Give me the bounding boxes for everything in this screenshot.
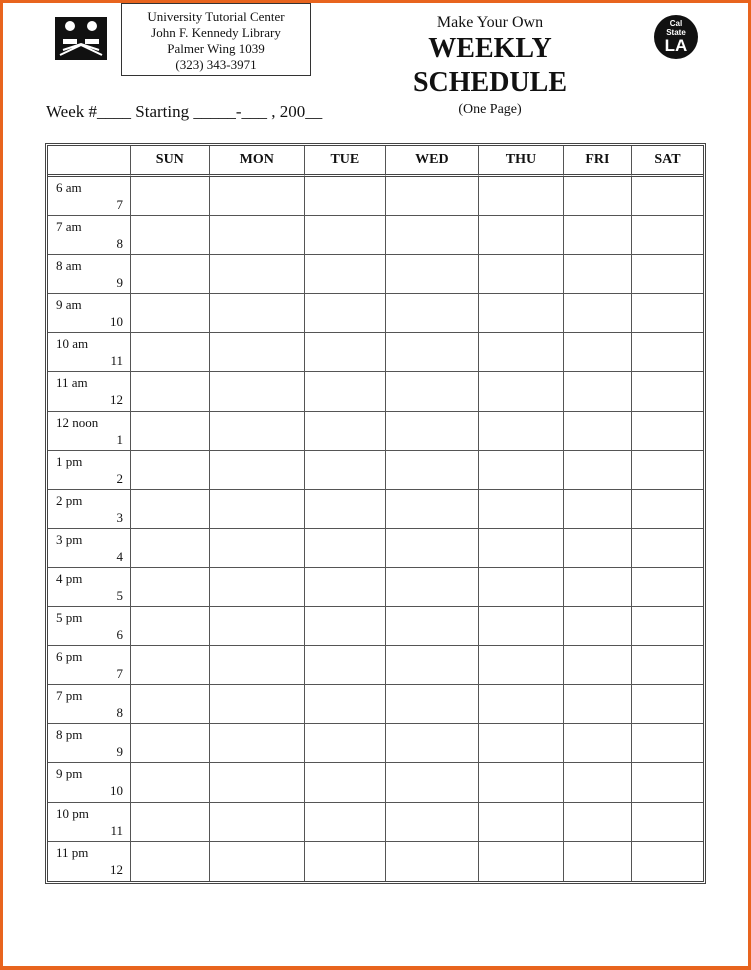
schedule-cell[interactable] — [632, 177, 703, 216]
time-cell — [48, 803, 131, 842]
schedule-cell[interactable] — [131, 216, 210, 255]
schedule-cell[interactable] — [131, 607, 210, 646]
week-line: Week #____ Starting _____-___ , 200__ — [46, 102, 323, 121]
start-time: 3 pm — [56, 531, 83, 547]
schedule-cell[interactable] — [305, 372, 386, 411]
schedule-cell[interactable] — [632, 490, 703, 529]
schedule-cell[interactable] — [131, 568, 210, 607]
schedule-cell[interactable] — [632, 568, 703, 607]
time-cell — [48, 451, 131, 490]
time-cell — [48, 607, 131, 646]
time-row — [48, 451, 703, 490]
schedule-cell[interactable] — [305, 685, 386, 724]
schedule-cell[interactable] — [210, 372, 305, 411]
schedule-cell[interactable] — [479, 763, 564, 802]
schedule-cell[interactable] — [386, 763, 479, 802]
schedule-cell[interactable] — [305, 803, 386, 842]
schedule-cell[interactable] — [210, 568, 305, 607]
schedule-cell[interactable] — [564, 803, 632, 842]
time-cell — [48, 842, 131, 881]
start-time: 10 pm — [56, 805, 89, 821]
time-row — [48, 177, 703, 216]
start-time: 5 pm — [56, 610, 83, 626]
end-time: 11 — [110, 353, 123, 369]
start-time: 11 am — [56, 375, 88, 391]
start-time: 6 pm — [56, 649, 83, 665]
start-time: 4 pm — [56, 570, 83, 586]
subtitle: (One Page) — [458, 102, 522, 117]
schedule-cell[interactable] — [210, 646, 305, 685]
end-time: 7 — [116, 197, 123, 212]
schedule-cell[interactable] — [564, 607, 632, 646]
schedule-cell[interactable] — [479, 177, 564, 216]
time-cell — [48, 763, 131, 802]
time-cell — [48, 490, 131, 529]
time-row — [48, 294, 703, 333]
schedule-cell[interactable] — [386, 177, 479, 216]
start-time: 7 am — [56, 219, 82, 235]
time-cell — [48, 216, 131, 255]
schedule-cell[interactable] — [305, 763, 386, 802]
schedule-cell[interactable] — [564, 646, 632, 685]
schedule-cell[interactable] — [386, 529, 479, 568]
day-header: THU — [479, 146, 564, 177]
end-time: 7 — [116, 666, 123, 682]
time-cell — [48, 255, 131, 294]
end-time: 3 — [116, 509, 123, 525]
schedule-cell[interactable] — [564, 294, 632, 333]
schedule-cell[interactable] — [479, 490, 564, 529]
schedule-cell[interactable] — [386, 294, 479, 333]
time-row — [48, 216, 703, 255]
schedule-cell[interactable] — [479, 451, 564, 490]
end-time: 9 — [116, 275, 123, 291]
day-header: FRI — [564, 146, 632, 177]
title-line: SCHEDULE — [412, 67, 568, 98]
schedule-cell[interactable] — [131, 842, 210, 881]
start-time: 8 am — [56, 258, 82, 274]
schedule-cell[interactable] — [632, 216, 703, 255]
title-line: Make Your Own — [436, 14, 544, 31]
time-row — [48, 842, 703, 881]
schedule-cell[interactable] — [305, 490, 386, 529]
schedule-cell[interactable] — [632, 255, 703, 294]
schedule-cell[interactable] — [210, 724, 305, 763]
start-time: 11 pm — [56, 844, 89, 860]
address-line: John F. Kennedy Library — [151, 25, 281, 40]
day-header: MON — [210, 146, 305, 177]
schedule-cell[interactable] — [210, 177, 305, 216]
schedule-cell[interactable] — [479, 372, 564, 411]
schedule-cell[interactable] — [386, 842, 479, 881]
time-row — [48, 646, 703, 685]
time-row — [48, 255, 703, 294]
schedule-cell[interactable] — [305, 724, 386, 763]
end-time: 8 — [116, 705, 123, 721]
address-box — [121, 3, 311, 76]
schedule-cell[interactable] — [305, 255, 386, 294]
schedule-cell[interactable] — [131, 724, 210, 763]
schedule-cell[interactable] — [131, 255, 210, 294]
schedule-cell[interactable] — [131, 294, 210, 333]
schedule-cell[interactable] — [386, 412, 479, 451]
schedule-cell[interactable] — [564, 529, 632, 568]
schedule-cell[interactable] — [564, 333, 632, 372]
corner-cell — [48, 146, 131, 177]
time-cell — [48, 372, 131, 411]
schedule-cell[interactable] — [210, 490, 305, 529]
schedule-cell[interactable] — [632, 607, 703, 646]
schedule-cell[interactable] — [305, 333, 386, 372]
schedule-cell[interactable] — [564, 568, 632, 607]
time-row — [48, 333, 703, 372]
time-cell — [48, 646, 131, 685]
schedule-cell[interactable] — [564, 372, 632, 411]
schedule-cell[interactable] — [564, 724, 632, 763]
schedule-cell[interactable] — [564, 763, 632, 802]
schedule-cell[interactable] — [386, 685, 479, 724]
time-row — [48, 803, 703, 842]
schedule-cell[interactable] — [632, 685, 703, 724]
time-cell — [48, 685, 131, 724]
schedule-cell[interactable] — [131, 333, 210, 372]
schedule-cell[interactable] — [210, 685, 305, 724]
schedule-cell[interactable] — [632, 372, 703, 411]
schedule-cell[interactable] — [305, 294, 386, 333]
address-line: University Tutorial Center — [147, 9, 285, 24]
time-cell — [48, 294, 131, 333]
end-time: 12 — [110, 861, 123, 877]
end-time: 5 — [116, 587, 123, 603]
day-header: TUE — [305, 146, 386, 177]
end-time: 4 — [116, 548, 123, 564]
schedule-cell[interactable] — [386, 255, 479, 294]
schedule-cell[interactable] — [479, 685, 564, 724]
schedule-cell[interactable] — [386, 568, 479, 607]
end-time: 1 — [116, 431, 123, 447]
schedule-cell[interactable] — [632, 333, 703, 372]
time-cell — [48, 333, 131, 372]
schedule-cell[interactable] — [210, 255, 305, 294]
schedule-cell[interactable] — [632, 451, 703, 490]
schedule-cell[interactable] — [386, 646, 479, 685]
schedule-cell[interactable] — [210, 412, 305, 451]
schedule-cell[interactable] — [386, 216, 479, 255]
schedule-cell[interactable] — [386, 333, 479, 372]
schedule-cell[interactable] — [131, 451, 210, 490]
schedule-cell[interactable] — [210, 842, 305, 881]
schedule-cell[interactable] — [305, 412, 386, 451]
day-header: SAT — [632, 146, 703, 177]
time-cell — [48, 529, 131, 568]
end-time: 11 — [110, 822, 123, 838]
time-cell — [48, 568, 131, 607]
schedule-cell[interactable] — [131, 763, 210, 802]
schedule-cell[interactable] — [210, 216, 305, 255]
page-title — [400, 14, 580, 118]
schedule-cell[interactable] — [479, 607, 564, 646]
schedule-cell[interactable] — [564, 685, 632, 724]
tutorial-center-logo — [55, 17, 107, 60]
schedule-cell[interactable] — [131, 490, 210, 529]
schedule-cell[interactable] — [479, 216, 564, 255]
time-row — [48, 568, 703, 607]
schedule-cell[interactable] — [479, 842, 564, 881]
schedule-cell[interactable] — [632, 646, 703, 685]
schedule-cell[interactable] — [479, 333, 564, 372]
schedule-cell[interactable] — [305, 646, 386, 685]
schedule-cell[interactable] — [131, 685, 210, 724]
schedule-cell[interactable] — [564, 842, 632, 881]
time-row — [48, 685, 703, 724]
start-time: 9 pm — [56, 766, 83, 782]
schedule-cell[interactable] — [305, 568, 386, 607]
start-time: 6 am — [56, 180, 82, 195]
schedule-cell[interactable] — [210, 333, 305, 372]
time-row — [48, 724, 703, 763]
time-row — [48, 529, 703, 568]
schedule-cell[interactable] — [479, 803, 564, 842]
schedule-cell[interactable] — [210, 294, 305, 333]
schedule-cell[interactable] — [632, 412, 703, 451]
schedule-cell[interactable] — [479, 294, 564, 333]
schedule-cell[interactable] — [305, 216, 386, 255]
time-row — [48, 372, 703, 411]
end-time: 2 — [116, 470, 123, 486]
schedule-cell[interactable] — [386, 372, 479, 411]
schedule-cell[interactable] — [131, 646, 210, 685]
schedule-cell[interactable] — [632, 724, 703, 763]
schedule-cell[interactable] — [479, 255, 564, 294]
schedule-cell[interactable] — [564, 451, 632, 490]
schedule-table — [45, 143, 706, 884]
time-row — [48, 412, 703, 451]
schedule-cell[interactable] — [386, 607, 479, 646]
schedule-cell[interactable] — [131, 529, 210, 568]
start-time: 9 am — [56, 297, 82, 313]
schedule-cell[interactable] — [131, 803, 210, 842]
schedule-cell[interactable] — [386, 451, 479, 490]
cal-state-la-logo: Cal State LA — [654, 15, 698, 59]
schedule-cell[interactable] — [479, 724, 564, 763]
start-time: 10 am — [56, 336, 89, 352]
end-time: 12 — [110, 392, 123, 408]
end-time: 10 — [110, 314, 123, 330]
schedule-cell[interactable] — [210, 451, 305, 490]
schedule-cell[interactable] — [210, 529, 305, 568]
time-row — [48, 607, 703, 646]
schedule-cell[interactable] — [210, 607, 305, 646]
schedule-cell[interactable] — [210, 803, 305, 842]
address-line: Palmer Wing 1039 — [167, 41, 265, 56]
end-time: 6 — [116, 627, 123, 643]
schedule-cell[interactable] — [131, 372, 210, 411]
schedule-cell[interactable] — [479, 412, 564, 451]
schedule-cell[interactable] — [564, 255, 632, 294]
schedule-cell[interactable] — [564, 412, 632, 451]
schedule-cell[interactable] — [305, 451, 386, 490]
schedule-cell[interactable] — [479, 568, 564, 607]
schedule-cell[interactable] — [386, 490, 479, 529]
schedule-cell[interactable] — [305, 842, 386, 881]
end-time: 10 — [110, 783, 123, 799]
schedule-cell[interactable] — [305, 177, 386, 216]
time-row — [48, 763, 703, 802]
schedule-cell[interactable] — [632, 842, 703, 881]
schedule-cell[interactable] — [632, 803, 703, 842]
schedule-cell[interactable] — [210, 763, 305, 802]
schedule-cell[interactable] — [131, 412, 210, 451]
time-cell — [48, 177, 131, 216]
schedule-cell[interactable] — [564, 216, 632, 255]
start-time: 2 pm — [56, 492, 83, 508]
schedule-cell[interactable] — [386, 724, 479, 763]
schedule-cell[interactable] — [564, 490, 632, 529]
day-header: WED — [386, 146, 479, 177]
schedule-cell[interactable] — [632, 763, 703, 802]
end-time: 9 — [116, 744, 123, 760]
schedule-cell[interactable] — [632, 294, 703, 333]
day-header: SUN — [131, 146, 210, 177]
time-cell — [48, 412, 131, 451]
start-time: 7 pm — [56, 688, 83, 704]
schedule-cell[interactable] — [305, 529, 386, 568]
schedule-cell[interactable] — [305, 607, 386, 646]
address-line: (323) 343-3971 — [175, 57, 257, 72]
title-line: WEEKLY — [428, 33, 552, 64]
schedule-cell[interactable] — [131, 177, 210, 216]
start-time: 8 pm — [56, 727, 83, 743]
schedule-cell[interactable] — [479, 646, 564, 685]
end-time: 8 — [116, 236, 123, 252]
time-row — [48, 490, 703, 529]
time-cell — [48, 724, 131, 763]
schedule-cell[interactable] — [479, 529, 564, 568]
schedule-cell[interactable] — [386, 803, 479, 842]
start-time: 1 pm — [56, 453, 83, 469]
schedule-cell[interactable] — [632, 529, 703, 568]
schedule-cell[interactable] — [564, 177, 632, 216]
start-time: 12 noon — [56, 414, 99, 430]
